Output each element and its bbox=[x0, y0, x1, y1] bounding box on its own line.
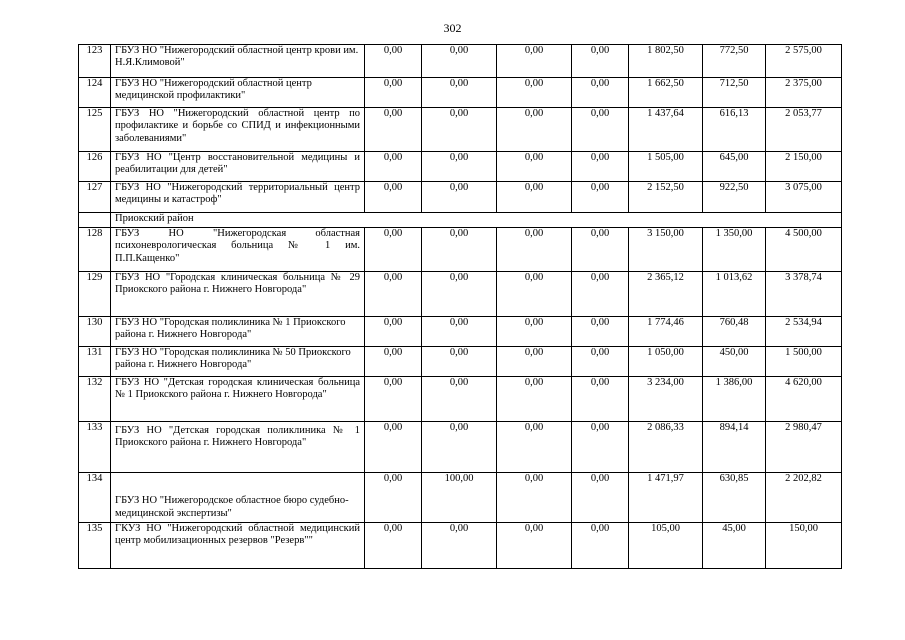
value-cell: 1 505,00 bbox=[629, 152, 703, 182]
table-row bbox=[79, 152, 842, 182]
row-number: 127 bbox=[79, 182, 111, 213]
value-cell: 4 620,00 bbox=[766, 377, 842, 422]
institution-name: ГБУЗ НО "Городская поликлиника № 50 Приокского района г. Нижнего Новгорода" bbox=[111, 347, 365, 377]
value-cell: 0,00 bbox=[422, 78, 497, 108]
value-cell: 0,00 bbox=[422, 182, 497, 213]
value-cell: 0,00 bbox=[422, 228, 497, 272]
row-number: 129 bbox=[79, 272, 111, 317]
value-cell: 0,00 bbox=[365, 473, 422, 523]
value-cell: 0,00 bbox=[422, 422, 497, 473]
table-row bbox=[79, 228, 842, 272]
value-cell: 0,00 bbox=[497, 422, 572, 473]
value-cell: 0,00 bbox=[497, 78, 572, 108]
value-cell: 105,00 bbox=[629, 523, 703, 569]
value-cell: 0,00 bbox=[365, 152, 422, 182]
row-number: 128 bbox=[79, 228, 111, 272]
value-cell: 0,00 bbox=[422, 377, 497, 422]
value-cell: 0,00 bbox=[422, 523, 497, 569]
institution-name: ГБУЗ НО "Детская городская клиническая больница № 1 Приокского района г. Нижнего Новгорода" bbox=[111, 377, 365, 422]
table-row bbox=[79, 45, 842, 78]
row-number: 135 bbox=[79, 523, 111, 569]
value-cell: 0,00 bbox=[572, 377, 629, 422]
value-cell: 2 365,12 bbox=[629, 272, 703, 317]
row-number: 133 bbox=[79, 422, 111, 473]
budget-table bbox=[78, 44, 842, 569]
table-row bbox=[79, 78, 842, 108]
row-number: 131 bbox=[79, 347, 111, 377]
value-cell: 0,00 bbox=[365, 317, 422, 347]
value-cell: 0,00 bbox=[365, 422, 422, 473]
table-body bbox=[79, 45, 842, 569]
value-cell: 0,00 bbox=[497, 228, 572, 272]
value-cell: 712,50 bbox=[703, 78, 766, 108]
institution-name: ГБУЗ НО "Нижегородский областной центр по профилактике и борьбе со СПИД и инфекционными заболеваниями" bbox=[111, 108, 365, 152]
value-cell: 645,00 bbox=[703, 152, 766, 182]
value-cell: 0,00 bbox=[422, 317, 497, 347]
value-cell: 772,50 bbox=[703, 45, 766, 78]
value-cell: 0,00 bbox=[365, 272, 422, 317]
value-cell: 0,00 bbox=[572, 422, 629, 473]
value-cell: 0,00 bbox=[497, 523, 572, 569]
value-cell: 0,00 bbox=[365, 523, 422, 569]
value-cell: 0,00 bbox=[572, 152, 629, 182]
row-number: 132 bbox=[79, 377, 111, 422]
page-number: 302 bbox=[443, 21, 462, 35]
row-number: 124 bbox=[79, 78, 111, 108]
value-cell: 2 152,50 bbox=[629, 182, 703, 213]
value-cell: 0,00 bbox=[497, 152, 572, 182]
value-cell: 0,00 bbox=[497, 182, 572, 213]
row-number-empty bbox=[79, 213, 111, 228]
table-row bbox=[79, 377, 842, 422]
value-cell: 0,00 bbox=[572, 108, 629, 152]
value-cell: 0,00 bbox=[422, 45, 497, 78]
value-cell: 2 980,47 bbox=[766, 422, 842, 473]
row-number: 134 bbox=[79, 473, 111, 523]
value-cell: 2 575,00 bbox=[766, 45, 842, 78]
value-cell: 0,00 bbox=[365, 108, 422, 152]
row-number: 125 bbox=[79, 108, 111, 152]
value-cell: 1 013,62 bbox=[703, 272, 766, 317]
institution-name: ГБУЗ НО "Городская поликлиника № 1 Приокского района г. Нижнего Новгорода" bbox=[111, 317, 365, 347]
value-cell: 0,00 bbox=[497, 377, 572, 422]
value-cell: 1 437,64 bbox=[629, 108, 703, 152]
table-row bbox=[79, 272, 842, 317]
table-row bbox=[79, 182, 842, 213]
row-number: 130 bbox=[79, 317, 111, 347]
row-number: 123 bbox=[79, 45, 111, 78]
value-cell: 0,00 bbox=[422, 272, 497, 317]
table-row bbox=[79, 422, 842, 473]
value-cell: 0,00 bbox=[497, 317, 572, 347]
value-cell: 1 050,00 bbox=[629, 347, 703, 377]
value-cell: 760,48 bbox=[703, 317, 766, 347]
value-cell: 0,00 bbox=[497, 347, 572, 377]
value-cell: 1 471,97 bbox=[629, 473, 703, 523]
value-cell: 0,00 bbox=[572, 228, 629, 272]
value-cell: 0,00 bbox=[365, 45, 422, 78]
institution-name: ГБУЗ НО "Нижегородский территориальный центр медицины и катастроф" bbox=[111, 182, 365, 213]
value-cell: 0,00 bbox=[572, 45, 629, 78]
value-cell: 0,00 bbox=[497, 272, 572, 317]
value-cell: 4 500,00 bbox=[766, 228, 842, 272]
value-cell: 3 234,00 bbox=[629, 377, 703, 422]
value-cell: 0,00 bbox=[572, 317, 629, 347]
value-cell: 1 662,50 bbox=[629, 78, 703, 108]
value-cell: 150,00 bbox=[766, 523, 842, 569]
table-row bbox=[79, 473, 842, 523]
value-cell: 0,00 bbox=[365, 182, 422, 213]
value-cell: 0,00 bbox=[422, 108, 497, 152]
value-cell: 630,85 bbox=[703, 473, 766, 523]
value-cell: 922,50 bbox=[703, 182, 766, 213]
value-cell: 1 350,00 bbox=[703, 228, 766, 272]
institution-name: ГБУЗ НО "Детская городская поликлиника № 1 Приокского района г. Нижнего Новгорода" bbox=[111, 422, 365, 473]
value-cell: 0,00 bbox=[497, 108, 572, 152]
value-cell: 0,00 bbox=[422, 347, 497, 377]
row-number: 126 bbox=[79, 152, 111, 182]
value-cell: 1 802,50 bbox=[629, 45, 703, 78]
institution-name: ГБУЗ НО "Центр восстановительной медицины и реабилитации для детей" bbox=[111, 152, 365, 182]
value-cell: 100,00 bbox=[422, 473, 497, 523]
institution-name: ГБУЗ НО "Нижегородский областной центр медицинской профилактики" bbox=[111, 78, 365, 108]
value-cell: 0,00 bbox=[572, 272, 629, 317]
value-cell: 0,00 bbox=[422, 152, 497, 182]
value-cell: 0,00 bbox=[497, 45, 572, 78]
district-header-row bbox=[79, 213, 842, 228]
value-cell: 3 075,00 bbox=[766, 182, 842, 213]
institution-name: ГБУЗ НО "Нижегородская областная психоневрологическая больница № 1 им. П.П.Кащенко" bbox=[111, 228, 365, 272]
value-cell: 0,00 bbox=[572, 473, 629, 523]
value-cell: 2 375,00 bbox=[766, 78, 842, 108]
value-cell: 894,14 bbox=[703, 422, 766, 473]
institution-name: ГБУЗ НО "Городская клиническая больница № 29 Приокского района г. Нижнего Новгорода" bbox=[111, 272, 365, 317]
district-label: Приокский район bbox=[111, 213, 842, 228]
value-cell: 0,00 bbox=[365, 228, 422, 272]
value-cell: 616,13 bbox=[703, 108, 766, 152]
value-cell: 0,00 bbox=[572, 347, 629, 377]
table-row bbox=[79, 347, 842, 377]
value-cell: 45,00 bbox=[703, 523, 766, 569]
value-cell: 1 500,00 bbox=[766, 347, 842, 377]
value-cell: 0,00 bbox=[365, 78, 422, 108]
value-cell: 3 150,00 bbox=[629, 228, 703, 272]
table-row bbox=[79, 108, 842, 152]
value-cell: 2 150,00 bbox=[766, 152, 842, 182]
value-cell: 2 534,94 bbox=[766, 317, 842, 347]
value-cell: 3 378,74 bbox=[766, 272, 842, 317]
value-cell: 0,00 bbox=[572, 182, 629, 213]
value-cell: 450,00 bbox=[703, 347, 766, 377]
value-cell: 2 202,82 bbox=[766, 473, 842, 523]
institution-name: ГКУЗ НО "Нижегородский областной медицинский центр мобилизационных резервов "Резерв"" bbox=[111, 523, 365, 569]
value-cell: 0,00 bbox=[497, 473, 572, 523]
value-cell: 2 053,77 bbox=[766, 108, 842, 152]
value-cell: 2 086,33 bbox=[629, 422, 703, 473]
value-cell: 0,00 bbox=[572, 523, 629, 569]
table-row bbox=[79, 523, 842, 569]
institution-name: ГБУЗ НО "Нижегородский областной центр крови им. Н.Я.Климовой" bbox=[111, 45, 365, 78]
value-cell: 0,00 bbox=[365, 377, 422, 422]
value-cell: 1 386,00 bbox=[703, 377, 766, 422]
value-cell: 1 774,46 bbox=[629, 317, 703, 347]
value-cell: 0,00 bbox=[572, 78, 629, 108]
table-row bbox=[79, 317, 842, 347]
value-cell: 0,00 bbox=[365, 347, 422, 377]
institution-name: ГБУЗ НО "Нижегородское областное бюро судебно-медицинской экспертизы" bbox=[111, 473, 365, 523]
